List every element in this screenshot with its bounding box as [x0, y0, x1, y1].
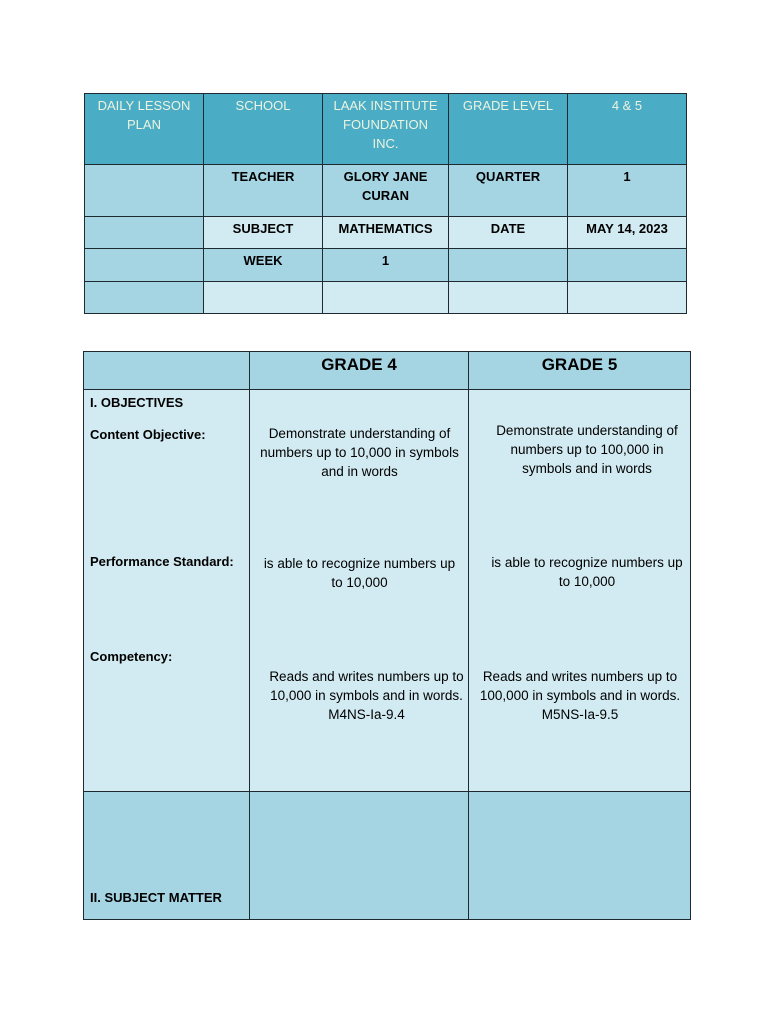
grade-4-competency: Reads and writes numbers up to 10,000 in symbols and in words. M4NS-Ia-9.4 — [269, 669, 464, 722]
row5-cell-3 — [323, 282, 449, 314]
subject-value-cell: MATHEMATICS — [323, 217, 449, 249]
row4-blank-cell — [85, 249, 204, 282]
objectives-label-cell — [84, 390, 250, 792]
row2-blank-cell — [85, 165, 204, 217]
grade-4-performance-standard: is able to recognize numbers up to 10,000 — [263, 556, 456, 590]
grade-4-subject-matter-cell — [250, 792, 469, 920]
subject-label-cell: SUBJECT — [204, 217, 323, 249]
row5-cell-1 — [85, 282, 204, 314]
grade-5-subject-matter-cell — [469, 792, 691, 920]
grade-level-label-cell: GRADE LEVEL — [449, 94, 568, 165]
quarter-label-cell: QUARTER — [449, 165, 568, 217]
header-row-2 — [85, 165, 687, 217]
lesson-plan-table — [83, 351, 691, 920]
header-row-5 — [85, 282, 687, 314]
grade-4-objectives-cell — [250, 390, 469, 792]
school-label-cell: SCHOOL — [204, 94, 323, 165]
date-label-cell: DATE — [449, 217, 568, 249]
row5-cell-2 — [204, 282, 323, 314]
week-value-cell: 1 — [323, 249, 449, 282]
grade-level-value-cell: 4 & 5 — [568, 94, 687, 165]
quarter-value-cell: 1 — [568, 165, 687, 217]
subject-matter-row — [84, 792, 691, 920]
grade-4-heading: GRADE 4 — [250, 352, 469, 390]
row3-blank-cell — [85, 217, 204, 249]
row5-cell-5 — [568, 282, 687, 314]
teacher-label-cell: TEACHER — [204, 165, 323, 217]
grade-5-objectives-cell — [469, 390, 691, 792]
grade-5-performance-standard: is able to recognize numbers up to 10,000 — [491, 555, 683, 589]
subject-matter-label-cell — [84, 792, 250, 920]
grade-5-heading: GRADE 5 — [469, 352, 691, 390]
school-name-cell: LAAK INSTITUTE FOUNDATION INC. — [323, 94, 449, 165]
date-value-cell: MAY 14, 2023 — [568, 217, 687, 249]
grade-header-row — [84, 352, 691, 390]
performance-standard-label: Performance Standard: — [90, 554, 234, 569]
header-row-4 — [85, 249, 687, 282]
content-objective-label: Content Objective: — [90, 427, 206, 442]
grade-5-content-objective: Demonstrate understanding of numbers up to 100,000 in symbols and in words — [496, 423, 678, 476]
week-label-cell: WEEK — [204, 249, 323, 282]
grade-5-competency: Reads and writes numbers up to 100,000 in symbols and in words. M5NS-Ia-9.5 — [479, 669, 681, 722]
objectives-label: I. OBJECTIVES — [90, 395, 184, 410]
objectives-row — [84, 390, 691, 792]
row5-cell-4 — [449, 282, 568, 314]
competency-label: Competency: — [90, 649, 173, 664]
header-row-1 — [85, 94, 687, 165]
daily-lesson-plan-cell: DAILY LESSON PLAN — [85, 94, 204, 165]
subject-matter-label: II. SUBJECT MATTER — [90, 890, 222, 905]
row4-empty-cell-1 — [449, 249, 568, 282]
header-row-3 — [85, 217, 687, 249]
grade-header-blank — [84, 352, 250, 390]
teacher-name-cell: GLORY JANE CURAN — [323, 165, 449, 217]
header-table — [84, 93, 687, 314]
row4-empty-cell-2 — [568, 249, 687, 282]
grade-4-content-objective: Demonstrate understanding of numbers up to 10,000 in symbols and in words — [260, 426, 459, 479]
